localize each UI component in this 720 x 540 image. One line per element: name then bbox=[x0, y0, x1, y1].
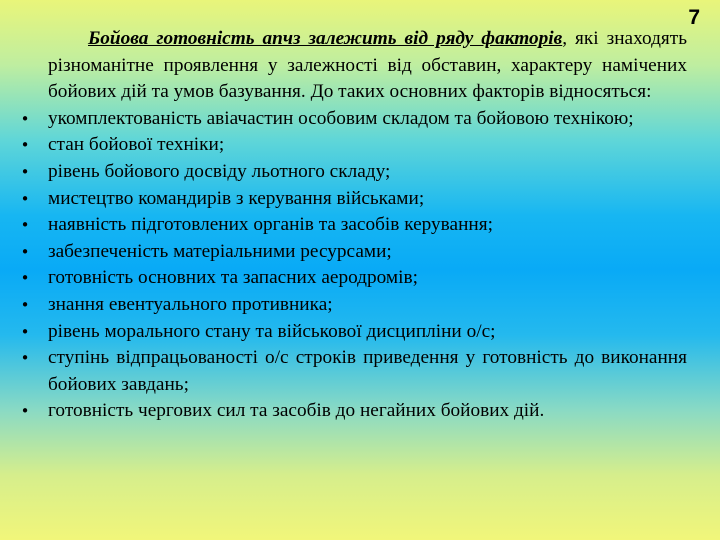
list-item-text: мистецтво командирів з керування військами; bbox=[48, 187, 425, 209]
bullet-icon: • bbox=[20, 295, 30, 314]
factors-list bbox=[18, 106, 687, 425]
bullet-icon: • bbox=[20, 216, 30, 235]
intro-text: , які знаходять різноманітне проявлення у залежності від обставин, характеру намічених бойових дій та умов базування. До таких основних факторів відносяться: bbox=[48, 28, 687, 103]
slide-body bbox=[18, 26, 687, 425]
bullet-icon: • bbox=[20, 402, 30, 421]
bullet-icon: • bbox=[20, 242, 30, 261]
list-item bbox=[18, 186, 687, 213]
list-item bbox=[18, 106, 687, 133]
bullet-icon: • bbox=[20, 136, 30, 155]
list-item-text: знання евентуального противника; bbox=[48, 293, 333, 315]
bullet-icon: • bbox=[20, 189, 30, 208]
list-item bbox=[18, 132, 687, 159]
bullet-icon: • bbox=[20, 349, 30, 368]
bullet-icon: • bbox=[20, 162, 30, 181]
bullet-icon: • bbox=[20, 269, 30, 288]
list-item-text: готовність основних та запасних аеродромів; bbox=[48, 267, 418, 289]
intro-lead: Бойова готовність апчз залежить від ряду факторів bbox=[88, 28, 563, 49]
list-item-text: готовність чергових сил та засобів до негайних бойових дій. bbox=[48, 400, 545, 422]
intro-paragraph bbox=[18, 26, 687, 106]
list-item bbox=[18, 398, 687, 425]
list-item-text: наявність підготовлених органів та засобів керування; bbox=[48, 214, 493, 236]
slide-number: 7 bbox=[688, 6, 700, 29]
list-item bbox=[18, 159, 687, 186]
list-item-text: ступінь відпрацьованості о/с строків приведення у готовність до виконання бойових завдань; bbox=[48, 347, 687, 395]
list-item bbox=[18, 212, 687, 239]
list-item-text: рівень морального стану та військової дисципліни о/с; bbox=[48, 320, 496, 342]
list-item bbox=[18, 292, 687, 319]
list-item-text: укомплектованість авіачастин особовим складом та бойовою технікою; bbox=[48, 107, 634, 129]
list-item bbox=[18, 239, 687, 266]
list-item-text: забезпеченість матеріальними ресурсами; bbox=[48, 240, 392, 262]
bullet-icon: • bbox=[20, 322, 30, 341]
list-item bbox=[18, 319, 687, 346]
list-item bbox=[18, 265, 687, 292]
list-item bbox=[18, 345, 687, 398]
bullet-icon: • bbox=[20, 109, 30, 128]
list-item-text: рівень бойового досвіду льотного складу; bbox=[48, 160, 391, 182]
list-item-text: стан бойової техніки; bbox=[48, 134, 225, 156]
